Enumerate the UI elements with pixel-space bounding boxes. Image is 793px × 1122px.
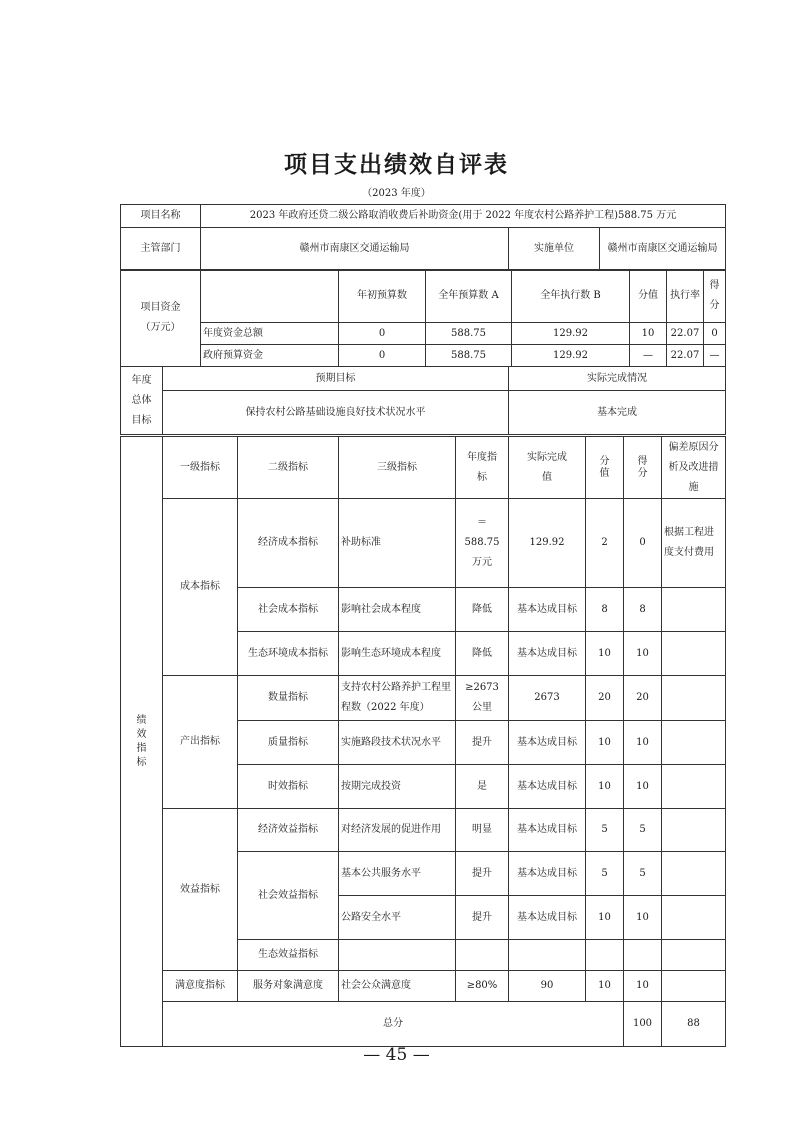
project-info-table	[120, 204, 726, 271]
goals-header-row	[121, 367, 726, 391]
performance-indicators-label: 绩效指标	[121, 437, 163, 1047]
expected-goal-header: 预期目标	[163, 367, 509, 391]
indicator-score: 10	[624, 896, 662, 940]
indicator-score: 5	[624, 809, 662, 852]
indicator-target: ＝588.75万元	[456, 499, 509, 588]
indicator-value: 10	[586, 896, 624, 940]
actual-status: 基本完成	[509, 391, 726, 435]
funds-header-blank	[201, 270, 339, 323]
indicator-reason	[662, 765, 726, 809]
indicator-level3: 实施路段技术状况水平	[339, 721, 456, 765]
funds-row-executed: 129.92	[512, 345, 630, 367]
indicator-reason	[662, 940, 726, 971]
funds-row-executed: 129.92	[512, 323, 630, 345]
indicator-actual	[509, 940, 586, 971]
indicator-value	[586, 940, 624, 971]
indicator-level3: 支持农村公路养护工程里程数（2022 年度）	[339, 676, 456, 721]
department-row	[121, 228, 726, 271]
page-number: — 45 —	[363, 1045, 430, 1065]
indicator-row	[121, 499, 726, 588]
total-row	[121, 1002, 726, 1047]
total-value: 100	[624, 1002, 662, 1047]
level1-output: 产出指标	[163, 676, 238, 809]
department-label: 主管部门	[121, 228, 201, 271]
level1-satisfaction: 满意度指标	[163, 971, 238, 1002]
funds-row-score: 0	[704, 323, 726, 345]
indicator-level3: 社会公众满意度	[339, 971, 456, 1002]
header-level2: 二级指标	[238, 437, 339, 499]
funds-row-rate: 22.07	[667, 345, 704, 367]
indicator-level2: 服务对象满意度	[238, 971, 339, 1002]
expected-goal: 保持农村公路基础设施良好技术状况水平	[163, 391, 509, 435]
header-actual-value: 实际完成值	[509, 437, 586, 499]
goals-section	[120, 366, 725, 435]
indicator-level3: 公路安全水平	[339, 896, 456, 940]
indicator-row	[121, 809, 726, 852]
indicator-level2: 质量指标	[238, 721, 339, 765]
funds-section	[120, 269, 725, 367]
funds-table	[120, 269, 726, 367]
indicator-reason: 根据工程进度支付费用	[662, 499, 726, 588]
indicator-level2: 数量指标	[238, 676, 339, 721]
indicator-target: 提升	[456, 896, 509, 940]
implementer-value: 赣州市南康区交通运输局	[600, 228, 726, 271]
project-info-section	[120, 204, 725, 271]
funds-row-total	[121, 323, 726, 345]
funds-label-line1: 项目资金	[140, 302, 181, 313]
indicator-level2: 社会成本指标	[238, 588, 339, 632]
indicator-target: 提升	[456, 721, 509, 765]
goals-value-row	[121, 391, 726, 435]
header-score: 得分	[704, 270, 726, 323]
indicator-level3: 基本公共服务水平	[339, 852, 456, 896]
indicator-target: 降低	[456, 632, 509, 676]
indicator-level3: 补助标准	[339, 499, 456, 588]
actual-status-header: 实际完成情况	[509, 367, 726, 391]
indicator-value: 10	[586, 765, 624, 809]
indicator-actual: 2673	[509, 676, 586, 721]
funds-row-initial: 0	[339, 323, 426, 345]
indicator-target: ≥2673公里	[456, 676, 509, 721]
indicator-reason	[662, 896, 726, 940]
indicator-level3	[339, 940, 456, 971]
funds-row-score: —	[704, 345, 726, 367]
indicator-value: 10	[586, 721, 624, 765]
project-name-value: 2023 年政府还贷二级公路取消收费后补助资金(用于 2022 年度农村公路养护工程)588.75 万元	[201, 205, 726, 228]
indicator-score: 10	[624, 632, 662, 676]
indicator-value: 5	[586, 852, 624, 896]
indicator-level3: 对经济发展的促进作用	[339, 809, 456, 852]
indicator-row	[121, 971, 726, 1002]
indicator-reason	[662, 809, 726, 852]
indicator-level3: 按期完成投资	[339, 765, 456, 809]
funds-row-annual: 588.75	[426, 323, 512, 345]
indicator-target: 降低	[456, 588, 509, 632]
indicator-score: 20	[624, 676, 662, 721]
indicator-target: 提升	[456, 852, 509, 896]
header-execution-rate: 执行率	[667, 270, 704, 323]
indicator-score: 10	[624, 765, 662, 809]
indicator-value: 20	[586, 676, 624, 721]
total-label: 总分	[163, 1002, 624, 1047]
indicator-actual: 基本达成目标	[509, 765, 586, 809]
indicator-reason	[662, 971, 726, 1002]
indicator-value: 2	[586, 499, 624, 588]
indicator-value: 8	[586, 588, 624, 632]
indicator-target: 明显	[456, 809, 509, 852]
funds-row-score-value: —	[630, 345, 667, 367]
indicators-section	[120, 436, 725, 1047]
report-year: （2023 年度）	[362, 188, 431, 199]
indicator-actual: 基本达成目标	[509, 632, 586, 676]
indicator-score	[624, 940, 662, 971]
total-score: 88	[662, 1002, 726, 1047]
goals-table	[120, 366, 726, 435]
department-value: 赣州市南康区交通运输局	[201, 228, 509, 271]
indicator-reason	[662, 721, 726, 765]
indicator-level2: 生态环境成本指标	[238, 632, 339, 676]
indicator-score: 0	[624, 499, 662, 588]
funds-row-name: 政府预算资金	[201, 345, 339, 367]
indicator-row	[121, 676, 726, 721]
indicator-actual: 90	[509, 971, 586, 1002]
header-initial-budget: 年初预算数	[339, 270, 426, 323]
indicator-score: 5	[624, 852, 662, 896]
indicator-level2: 时效指标	[238, 765, 339, 809]
indicator-level2: 经济效益指标	[238, 809, 339, 852]
indicator-reason	[662, 588, 726, 632]
indicator-actual: 基本达成目标	[509, 896, 586, 940]
annual-goal-label: 年度总体目标	[121, 367, 163, 435]
indicator-value: 10	[586, 632, 624, 676]
indicator-target: ≥80%	[456, 971, 509, 1002]
header-annual-budget: 全年预算数 A	[426, 270, 512, 323]
project-name-label: 项目名称	[121, 205, 201, 228]
indicator-target: 是	[456, 765, 509, 809]
indicator-level3: 影响社会成本程度	[339, 588, 456, 632]
level1-benefit: 效益指标	[163, 809, 238, 971]
indicators-table	[120, 436, 726, 1047]
funds-row-rate: 22.07	[667, 323, 704, 345]
indicator-level2: 社会效益指标	[238, 852, 339, 940]
header-executed: 全年执行数 B	[512, 270, 630, 323]
funds-row-score-value: 10	[630, 323, 667, 345]
project-name-row	[121, 205, 726, 228]
indicator-value: 5	[586, 809, 624, 852]
header-deviation-reason: 偏差原因分析及改进措施	[662, 437, 726, 499]
header-score: 得分	[624, 437, 662, 499]
indicator-actual: 基本达成目标	[509, 809, 586, 852]
implementer-label: 实施单位	[509, 228, 600, 271]
indicator-actual: 基本达成目标	[509, 852, 586, 896]
funds-row-government	[121, 345, 726, 367]
header-level3: 三级指标	[339, 437, 456, 499]
header-score-value: 分值	[630, 270, 667, 323]
indicator-value: 10	[586, 971, 624, 1002]
level1-cost: 成本指标	[163, 499, 238, 676]
indicator-actual: 基本达成目标	[509, 588, 586, 632]
header-annual-target: 年度指标	[456, 437, 509, 499]
funds-row-name: 年度资金总额	[201, 323, 339, 345]
indicator-reason	[662, 632, 726, 676]
indicator-level3: 影响生态环境成本程度	[339, 632, 456, 676]
header-score-value: 分值	[586, 437, 624, 499]
indicator-target	[456, 940, 509, 971]
funds-row-initial: 0	[339, 345, 426, 367]
indicators-header-row	[121, 437, 726, 499]
indicator-score: 10	[624, 721, 662, 765]
indicator-reason	[662, 676, 726, 721]
indicator-actual: 129.92	[509, 499, 586, 588]
indicator-score: 8	[624, 588, 662, 632]
funds-row-annual: 588.75	[426, 345, 512, 367]
header-level1: 一级指标	[163, 437, 238, 499]
funds-label-line2: （万元）	[140, 322, 181, 333]
funds-header-row	[121, 270, 726, 323]
funds-label	[121, 270, 201, 367]
indicator-actual: 基本达成目标	[509, 721, 586, 765]
indicator-score: 10	[624, 971, 662, 1002]
indicator-reason	[662, 852, 726, 896]
indicator-level2: 生态效益指标	[238, 940, 339, 971]
page-title: 项目支出绩效自评表	[284, 151, 509, 178]
indicator-level2: 经济成本指标	[238, 499, 339, 588]
